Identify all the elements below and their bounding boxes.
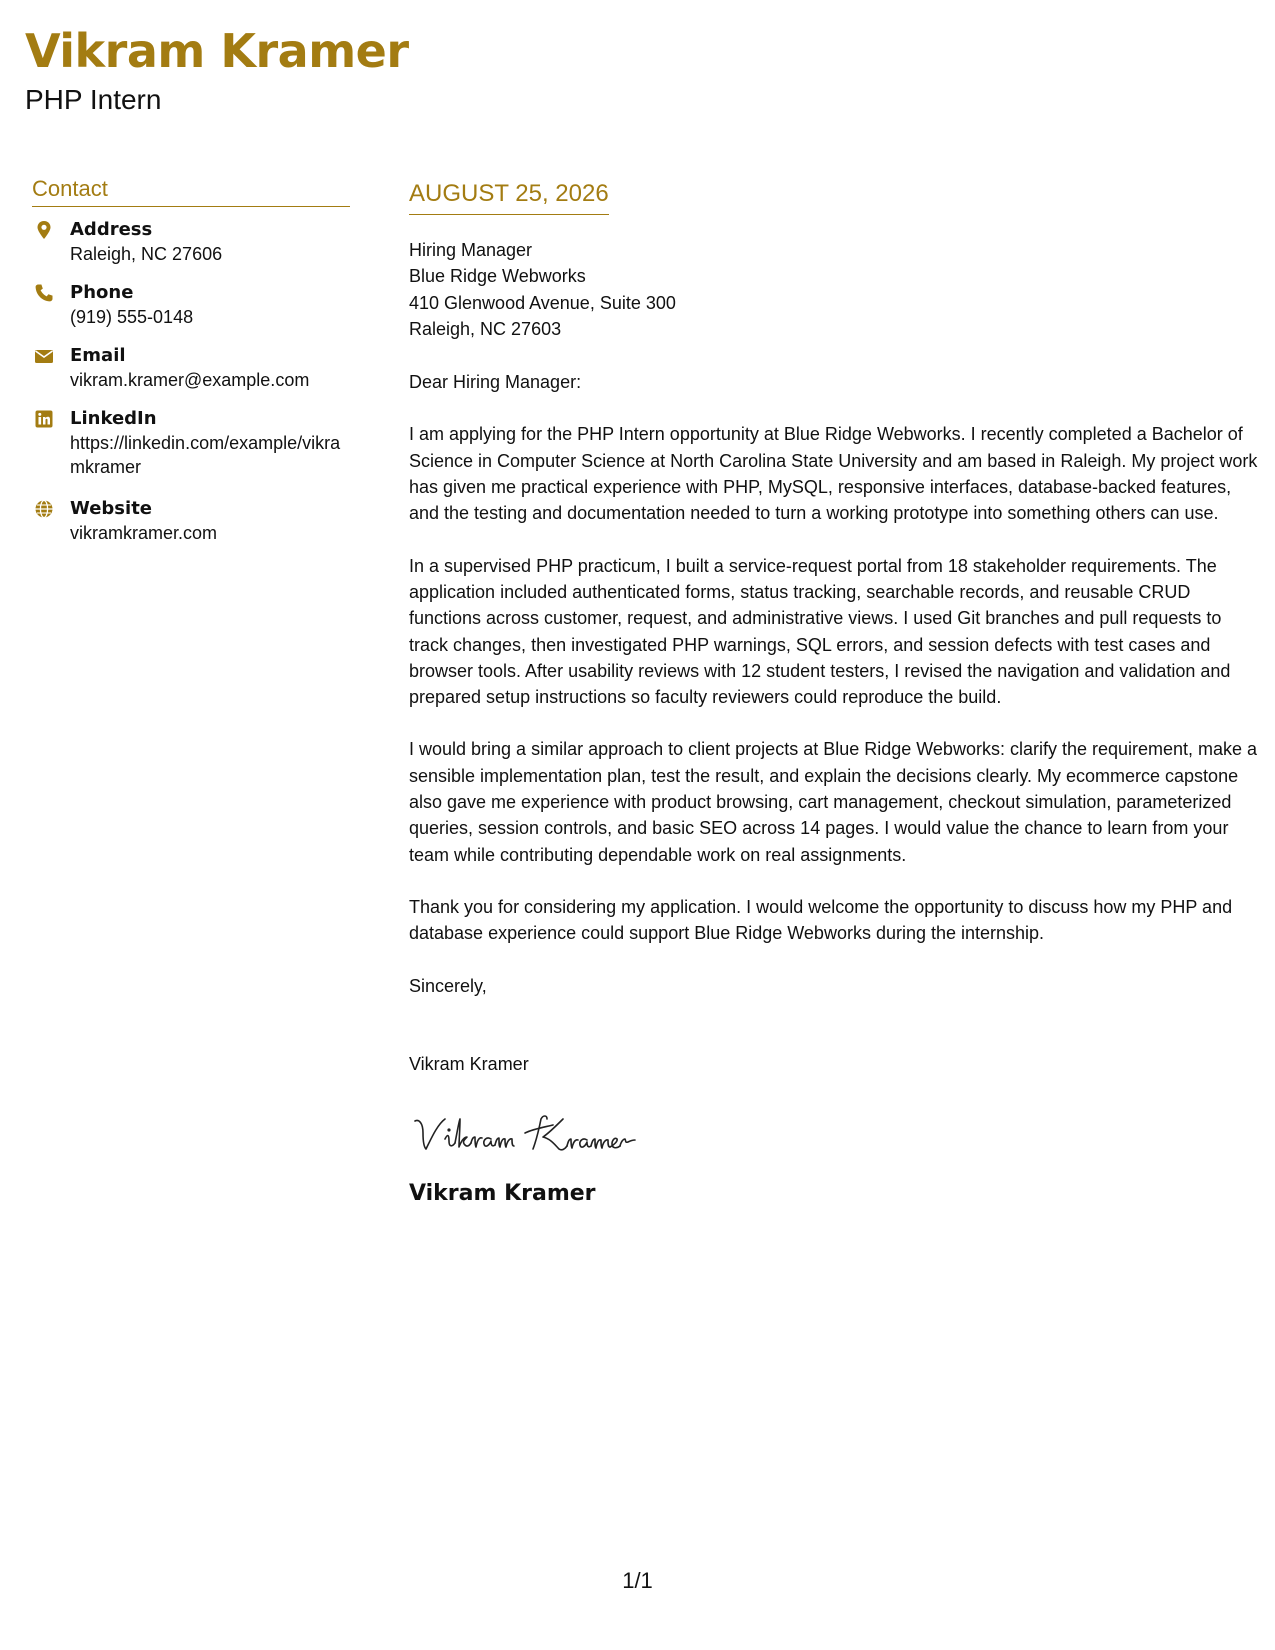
contact-item-email — [32, 344, 309, 392]
salutation: Dear Hiring Manager: — [409, 372, 582, 393]
contact-heading: Contact — [32, 174, 350, 207]
address-value: Raleigh, NC 27606 — [70, 244, 223, 264]
linkedin-icon — [34, 409, 54, 429]
phone-icon — [34, 283, 54, 303]
page-number: 1/1 — [622, 1568, 653, 1593]
contact-item-website — [32, 497, 217, 545]
letter-body — [409, 237, 1259, 1209]
contact-label: Address — [70, 219, 153, 240]
applicant-name: Vikram Kramer — [25, 24, 409, 78]
recipient-block — [409, 237, 1259, 342]
recipient-line: Blue Ridge Webworks — [409, 266, 586, 287]
contact-label: LinkedIn — [70, 408, 157, 429]
handwritten-signature — [409, 1103, 1259, 1165]
contact-label: Website — [70, 498, 153, 519]
recipient-line: Hiring Manager — [409, 240, 533, 260]
body-paragraph: In a supervised PHP practicum, I built a service-request portal from 18 stakeholder requirements. The application included authenticated forms, status tracking, searchable records, and reusable CRUD functions across customer, request, and administrative views. I used Git branches and pull requests to track changes, then investigated PHP warnings, SQL errors, and session defects with test cases and browser tools. After usability reviews with 12 student testers, I revised the navigation and validation and prepared setup instructions so faculty reviewers could reproduce the build. — [409, 555, 1231, 708]
linkedin-value[interactable]: https://linkedin.com/example/vikramkramer — [70, 433, 341, 477]
map-pin-icon — [34, 220, 54, 240]
envelope-icon — [34, 346, 54, 366]
typed-name: Vikram Kramer — [409, 1053, 529, 1074]
contact-item-phone — [32, 281, 193, 329]
contact-label: Email — [70, 345, 126, 366]
globe-icon — [34, 499, 54, 519]
website-value[interactable]: vikramkramer.com — [70, 523, 218, 543]
contact-label: Phone — [70, 282, 134, 303]
body-paragraph: I am applying for the PHP Intern opportunity at Blue Ridge Webworks. I recently completed a Bachelor of Science in Computer Science at North Carolina State University and am based in Raleigh. My project work has given me practical experience with PHP, MySQL, responsive interfaces, database-backed features, and the testing and documentation needed to turn a working prototype into something others can use. — [409, 424, 1258, 524]
contact-item-address — [32, 218, 222, 266]
closing: Sincerely, — [409, 975, 487, 996]
letter-date: AUGUST 25, 2026 — [409, 178, 609, 215]
body-paragraph: Thank you for considering my application. I would welcome the opportunity to discuss how my PHP and database experience could support Blue Ridge Webworks during the internship. — [409, 896, 1233, 944]
phone-value[interactable]: (919) 555-0148 — [70, 307, 194, 327]
email-value[interactable]: vikram.kramer@example.com — [70, 370, 310, 390]
body-paragraph: I would bring a similar approach to client projects at Blue Ridge Webworks: clarify the requirement, make a sensible implementation plan, test the result, and explain the decisions clearly. My ecommerce capstone also gave me experience with product browsing, cart management, checkout simulation, parameterized queries, session controls, and basic SEO across 14 pages. I would value the chance to learn from your team while contributing dependable work on real assignments. — [409, 739, 1258, 865]
contact-item-linkedin — [32, 407, 352, 479]
job-title: PHP Intern — [25, 84, 162, 115]
signature-name: Vikram Kramer — [409, 1181, 596, 1207]
recipient-line: Raleigh, NC 27603 — [409, 318, 562, 339]
recipient-line: 410 Glenwood Avenue, Suite 300 — [409, 292, 676, 313]
